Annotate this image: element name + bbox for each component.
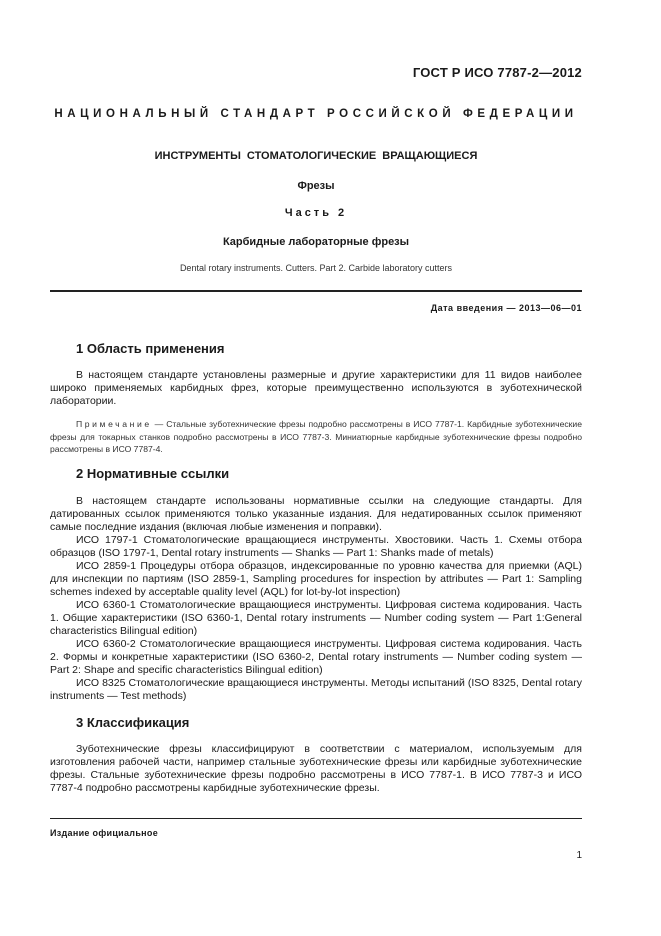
national-standard-banner: НАЦИОНАЛЬНЫЙ СТАНДАРТ РОССИЙСКОЙ ФЕДЕРАЦИИ xyxy=(54,108,578,120)
references-intro: В настоящем стандарте использованы нормативные ссылки на следующие стандарты. Для датированных ссылок применяются только указанные издания. Для недатированных ссылок применяют самые последние издания (включая любые изменения и поправки). xyxy=(50,495,582,533)
section-1-paragraph: В настоящем стандарте установлены размерные и другие характеристики для 11 видов наиболее широко применяемых карбидных фрез, которые преимущественно используются в зуботехнической лаборатории. xyxy=(50,369,582,407)
reference-item: ИСО 1797-1 Стоматологические вращающиеся инструменты. Хвостовики. Часть 1. Схемы отбора образцов (ISO 1797-1, Dental rotary instruments — Shanks — Part 1: Shanks made of metals) xyxy=(50,534,582,559)
section-3-heading: 3 Классификация xyxy=(76,715,190,730)
title-line-2: Фрезы xyxy=(297,180,335,192)
title-english: Dental rotary instruments. Cutters. Part 2. Carbide laboratory cutters xyxy=(179,263,453,273)
normative-references xyxy=(50,495,582,703)
section-1-note xyxy=(50,418,582,456)
title-line-1: ИНСТРУМЕНТЫ СТОМАТОЛОГИЧЕСКИЕ ВРАЩАЮЩИЕСЯ xyxy=(154,150,478,162)
reference-item: ИСО 6360-1 Стоматологические вращающиеся инструменты. Цифровая система кодирования. Часть 1. Общие характеристики (ISO 6360-1, Dental rotary instruments — Number coding system — Part 1:General characteristics Bilingual edition) xyxy=(50,599,582,637)
section-1-heading: 1 Область применения xyxy=(76,341,225,356)
top-divider xyxy=(50,290,582,292)
document-id: ГОСТ Р ИСО 7787-2—2012 xyxy=(412,65,582,80)
official-edition-label: Издание официальное xyxy=(50,828,159,838)
note-text: — Стальные зуботехнические фрезы подробно рассмотрены в ИСО 7787-1. Карбидные зуботехнические фрезы для токарных станков подробно рассмотрены в ИСО 7787-3. Миниатюрные карбидные зуботехнические фрезы подробно рассмотрены в ИСО 7787-4. xyxy=(50,419,582,454)
section-3-paragraph: Зуботехнические фрезы классифицируют в соответствии с материалом, используемым для изготовления рабочей части, например стальные зуботехнические фрезы или карбидные зуботехнические фрезы. Стальные зуботехнические фрезы подробно рассмотрены в ИСО 7787-1. В ИСО 7787-3 и ИСО 7787-4 подробно рассмотрены карбидные зуботехнические фрезы. xyxy=(50,743,582,794)
title-part: Часть 2 xyxy=(284,207,348,219)
introduction-date: Дата введения — 2013—06—01 xyxy=(430,303,582,313)
bottom-divider xyxy=(50,818,582,819)
section-2-heading: 2 Нормативные ссылки xyxy=(76,466,230,481)
page-number: 1 xyxy=(576,850,582,861)
reference-item: ИСО 2859-1 Процедуры отбора образцов, индексированные по уровню качества для приемки (AQL) для инспекции по партиям (ISO 2859-1, Sampling procedures for inspection by attributes — Part 1: Sampling schemes indexed by acceptable quality level (AQL) for lot-by-lot inspection) xyxy=(50,560,582,598)
reference-item: ИСО 8325 Стоматологические вращающиеся инструменты. Методы испытаний (ISO 8325, Dental rotary instruments — Test methods) xyxy=(50,677,582,702)
note-label: Примечание xyxy=(76,419,152,429)
reference-item: ИСО 6360-2 Стоматологические вращающиеся инструменты. Цифровая система кодирования. Часть 2. Формы и конкретные характеристики (ISO 6360-2, Dental rotary instruments — Number coding system — Part 2: Shape and specific characteristics Bilingual edition) xyxy=(50,638,582,676)
title-subtitle: Карбидные лабораторные фрезы xyxy=(222,236,410,248)
